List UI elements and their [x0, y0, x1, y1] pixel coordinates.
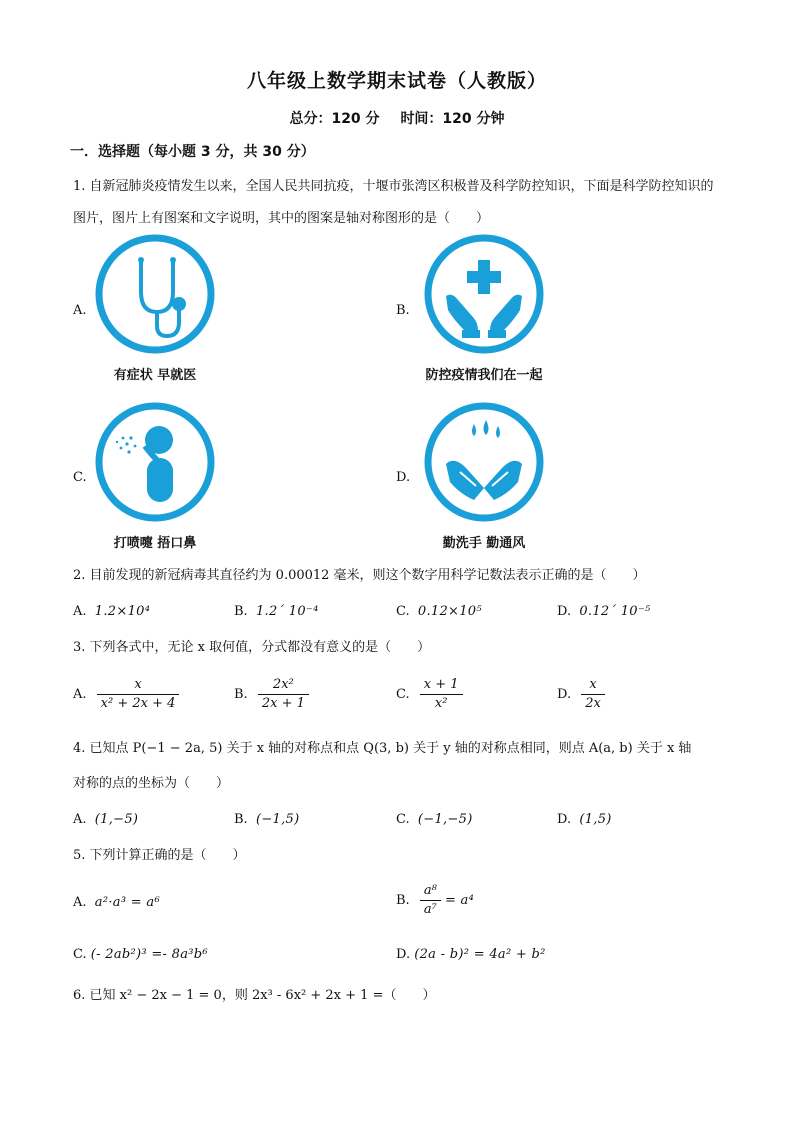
- q4-option-a-value: (1,−5): [94, 812, 139, 827]
- q2-option-b-label: B.: [234, 604, 248, 619]
- stethoscope-icon: [95, 234, 215, 354]
- question-4-stem-line2: 对称的点的坐标为（ ）: [73, 776, 230, 791]
- q3-option-c-fraction: [420, 676, 463, 713]
- q3-option-b: [234, 676, 309, 713]
- question-4-stem-line1: 4. 已知点 P(−1 − 2a, 5) 关于 x 轴的对称点和点 Q(3, b) 关于 y 轴的对称点相同，则点 A(a, b) 关于 x 轴: [73, 741, 692, 756]
- q2-option-a-label: A.: [73, 604, 87, 619]
- q1-option-c-image: [75, 402, 235, 551]
- q3-option-d-numerator: x: [581, 676, 605, 695]
- q2-option-a: [73, 604, 150, 619]
- q5-option-c-label: C.: [73, 947, 87, 962]
- q5-option-b-rhs: = a⁴: [444, 893, 475, 908]
- hands-cross-icon: [424, 234, 544, 354]
- q5-option-d-label: D.: [396, 947, 411, 962]
- q3-option-c-denominator: x²: [434, 696, 448, 711]
- question-6-stem: 6. 已知 x² − 2x − 1 = 0，则 2x³ - 6x² + 2x + 1 =（ ）: [73, 988, 436, 1003]
- q1-option-b-caption: 防控疫情我们在一起: [425, 368, 543, 383]
- handwash-icon: [424, 402, 544, 522]
- q3-option-b-numerator: 2x²: [258, 676, 309, 695]
- q3-option-b-label: B.: [234, 687, 248, 702]
- q3-option-c-numerator: x + 1: [420, 676, 463, 695]
- question-5-stem: 5. 下列计算正确的是（ ）: [73, 848, 246, 863]
- q4-option-d-label: D.: [557, 812, 572, 827]
- exam-time: 时间：120 分钟: [400, 111, 505, 127]
- q1-option-c-caption: 打喷嚏 捂口鼻: [113, 536, 197, 551]
- page-title: 八年级上数学期末试卷（人教版）: [246, 70, 547, 92]
- q4-option-b-value: (−1,5): [255, 812, 300, 827]
- q2-option-d-value: 0.12´ 10⁻⁵: [579, 604, 651, 619]
- q3-option-d-label: D.: [557, 687, 572, 702]
- q4-option-c-label: C.: [396, 812, 410, 827]
- total-score: 总分：120 分: [289, 111, 380, 127]
- q1-option-d-image: [404, 402, 564, 551]
- q3-option-d-fraction: [581, 676, 605, 713]
- q1-option-d-caption: 勤洗手 勤通风: [442, 536, 526, 551]
- q2-option-c-label: C.: [396, 604, 410, 619]
- q1-option-c-label: C.: [73, 470, 87, 485]
- q5-option-b-label: B.: [396, 893, 410, 908]
- q5-option-a-label: A.: [73, 895, 87, 910]
- q2-option-c: [396, 604, 482, 619]
- q4-option-a: [73, 812, 138, 827]
- q3-option-c: [396, 676, 463, 713]
- q1-option-b-image: [404, 234, 564, 383]
- question-2-stem: 2. 目前发现的新冠病毒其直径约为 0.00012 毫米，则这个数字用科学记数法表示正确的是（ ）: [73, 568, 646, 583]
- exam-info: [0, 108, 794, 128]
- q2-option-c-value: 0.12×10⁵: [417, 604, 482, 619]
- q4-option-a-label: A.: [73, 812, 87, 827]
- q2-option-b: [234, 604, 319, 619]
- q3-option-c-label: C.: [396, 687, 410, 702]
- q4-option-d-value: (1,5): [579, 812, 612, 827]
- q3-option-a-label: A.: [73, 687, 87, 702]
- q2-option-a-value: 1.2×10⁴: [94, 604, 151, 619]
- q4-option-c-value: (−1,−5): [417, 812, 473, 827]
- q1-option-d-label: D.: [396, 470, 411, 485]
- q1-option-a-caption: 有症状 早就医: [113, 368, 197, 383]
- q5-option-d-value: (2a - b)² = 4a² + b²: [414, 947, 546, 962]
- q3-option-d-denominator: 2x: [585, 696, 601, 711]
- q3-option-d: [557, 676, 605, 713]
- question-1-stem: 1. 自新冠肺炎疫情发生以来，全国人民共同抗疫，十堰市张湾区积极普及科学防控知识，下面是科学防控知识的图片，图片上有图案和文字说明，其中的图案是轴对称图形的是（ ）: [73, 179, 714, 226]
- q2-option-d: [557, 604, 651, 619]
- q5-option-d: [396, 947, 546, 962]
- q2-option-b-value: 1.2´ 10⁻⁴: [255, 604, 319, 619]
- q3-option-b-fraction: [258, 676, 309, 713]
- q3-option-b-denominator: 2x + 1: [261, 696, 305, 711]
- section-heading: 一．选择题（每小题 3 分，共 30 分）: [70, 144, 315, 160]
- q4-option-c: [396, 812, 473, 827]
- sneeze-icon: [95, 402, 215, 522]
- q1-option-b-label: B.: [396, 303, 410, 318]
- q4-option-b-label: B.: [234, 812, 248, 827]
- q2-option-d-label: D.: [557, 604, 572, 619]
- q1-option-a-image: [75, 234, 235, 383]
- q5-option-b-fraction: [420, 882, 441, 919]
- q5-option-c: [73, 947, 208, 962]
- q4-option-b: [234, 812, 299, 827]
- q4-option-d: [557, 812, 612, 827]
- q5-option-b: [396, 882, 474, 919]
- q5-option-b-numerator: a⁸: [420, 882, 441, 901]
- q1-option-a-label: A.: [73, 303, 87, 318]
- q3-option-a: [73, 676, 179, 713]
- q3-option-a-numerator: x: [97, 676, 180, 695]
- q5-option-a: [73, 895, 160, 910]
- question-3-stem: 3. 下列各式中，无论 x 取何值，分式都没有意义的是（ ）: [73, 640, 431, 655]
- q3-option-a-fraction: [97, 676, 180, 713]
- q5-option-b-denominator: a⁷: [423, 902, 437, 917]
- q5-option-c-value: (- 2ab²)³ =- 8a³b⁶: [90, 947, 208, 962]
- q3-option-a-denominator: x² + 2x + 4: [100, 696, 176, 711]
- q5-option-a-value: a²·a³ = a⁶: [94, 895, 160, 910]
